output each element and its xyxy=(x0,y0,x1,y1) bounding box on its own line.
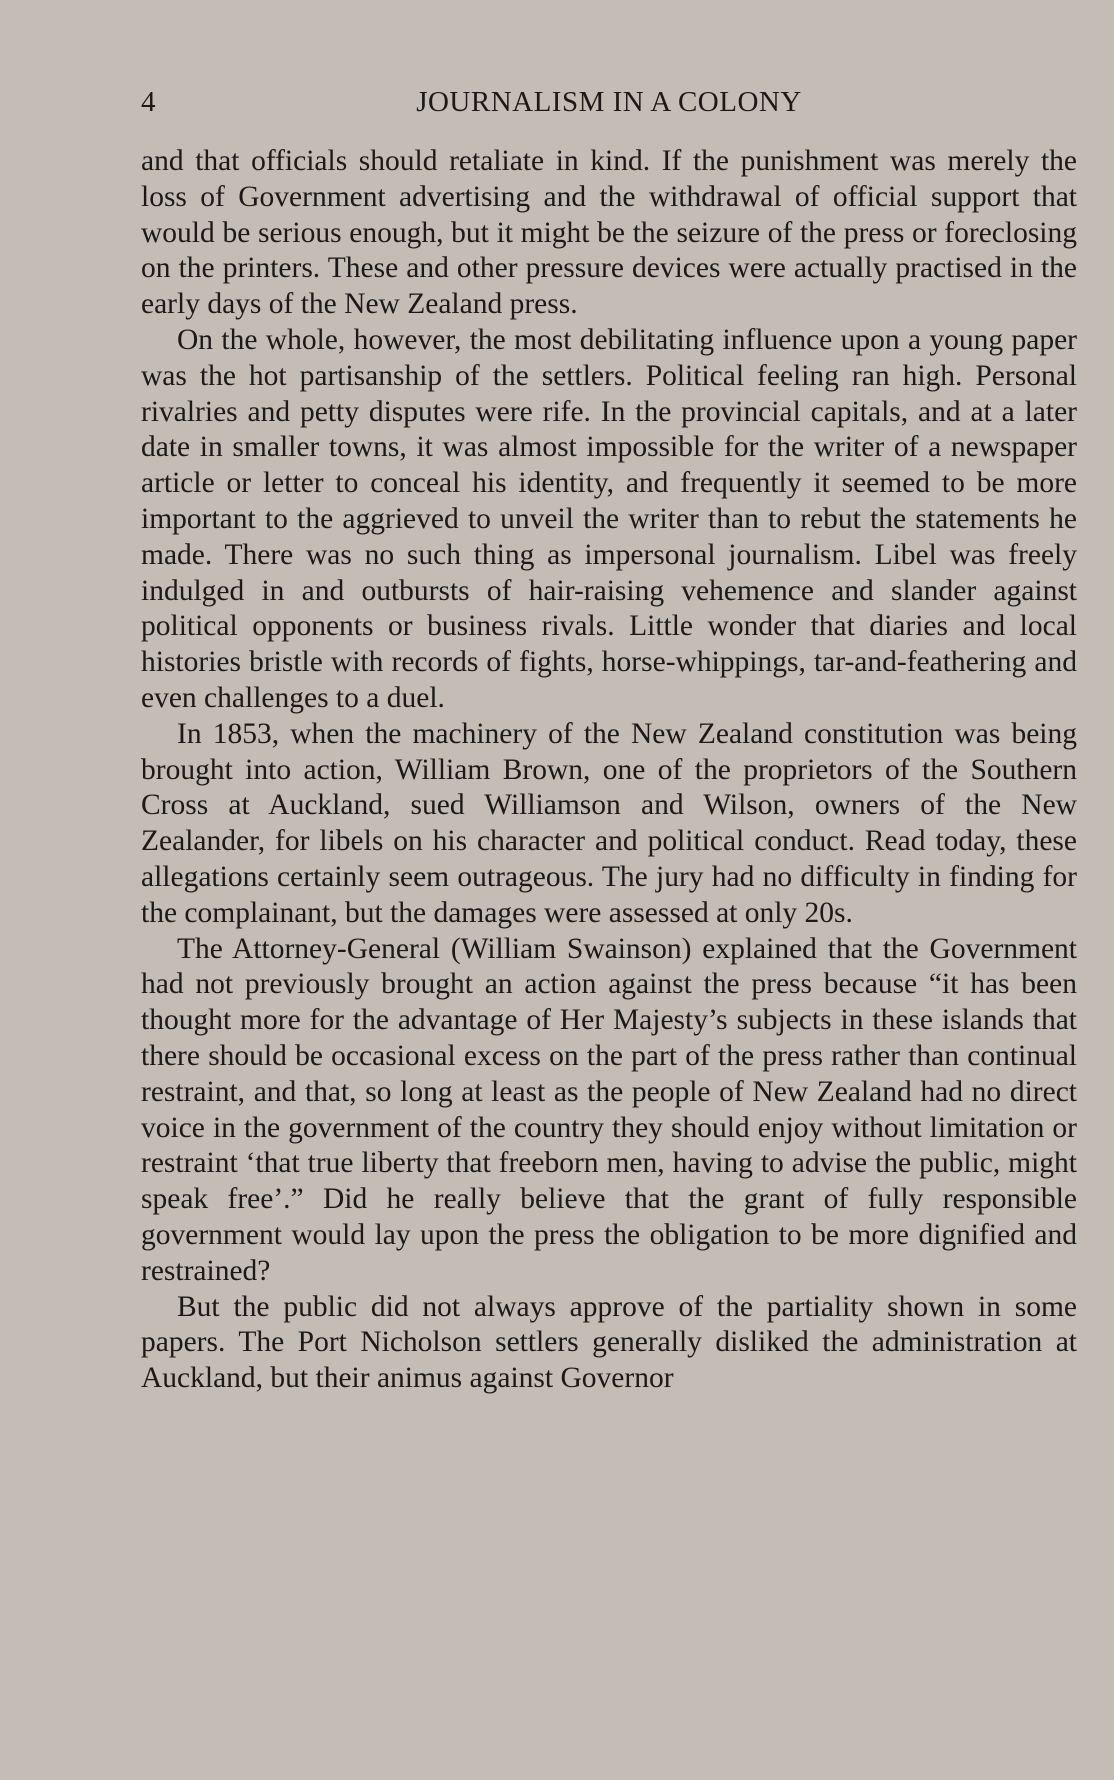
paragraph-5: But the public did not always approve of the partiality shown in some papers. The Port Nicholson settlers generally disliked the administration at Auckland, but their animus against Governor xyxy=(141,1290,1077,1395)
running-title: JOURNALISM IN A COLONY xyxy=(416,86,802,118)
running-head xyxy=(141,86,1077,126)
paragraph-4: The Attorney-General (William Swainson) explained that the Government had not previously brought an action against the press because “it has been thought more for the advantage of Her Majesty’s subjects in these islands that there should be occasional excess on the part of the press rather than continual restraint, and that, so long at least as the people of New Zealand had no direct voice in the government of the country they should enjoy without limitation or restraint ‘that true liberty that freeborn men, having to advise the public, might speak free’.” Did he really believe that the grant of fully responsible government would lay upon the press the obligation to be more dignified and restrained? xyxy=(141,932,1077,1287)
paragraph-1: and that officials should retaliate in kind. If the punishment was merely the loss of Government advertising and the withdrawal of official support that would be serious enough, but it might be the seizure of the press or foreclosing on the printers. These and other pressure devices were actually practised in the early days of the New Zealand press. xyxy=(141,145,1077,321)
paragraph-2: On the whole, however, the most debilitating influence upon a young paper was the hot partisanship of the settlers. Political feeling ran high. Personal rivalries and petty disputes were rife. In the provincial capitals, and at a later date in smaller towns, it was almost impossible for the writer of a newspaper article or letter to conceal his identity, and frequently it seemed to be more important to the aggrieved to unveil the writer than to rebut the statements he made. There was no such thing as impersonal journalism. Libel was freely indulged in and outbursts of hair-raising vehemence and slander against political opponents or business rivals. Little wonder that diaries and local histories bristle with records of fights, horse-whippings, tar-and-feathering and even challenges to a duel. xyxy=(141,323,1077,714)
paragraph-3: In 1853, when the machinery of the New Zealand constitution was being brought into action, William Brown, one of the proprietors of the Southern Cross at Auckland, sued Williamson and Wilson, owners of the New Zealander, for libels on his character and political conduct. Read today, these allegations certainly seem outrageous. The jury had no difficulty in finding for the complainant, but the damages were assessed at only 20s. xyxy=(141,717,1077,929)
body-text xyxy=(141,144,1077,1397)
page-number: 4 xyxy=(141,86,156,118)
